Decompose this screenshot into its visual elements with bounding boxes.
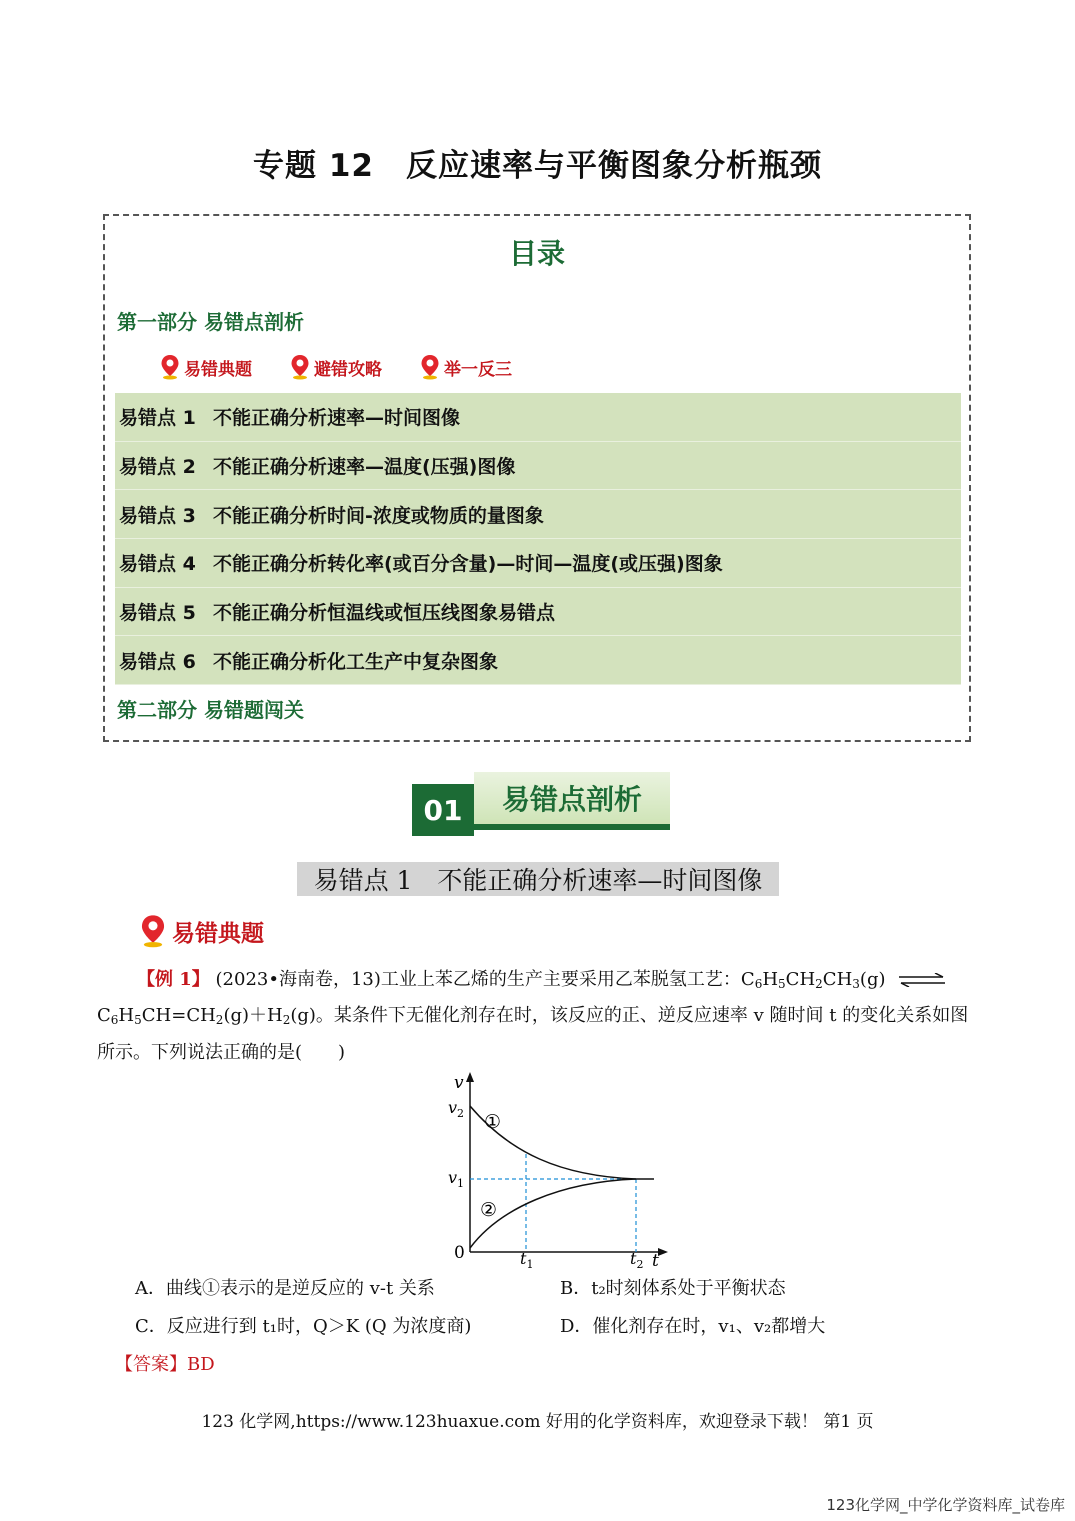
rate-time-graph: [440, 1068, 670, 1268]
toc-tag[interactable]: [420, 354, 512, 380]
location-pin-icon: [290, 354, 310, 380]
v1-label: $v_1$: [448, 1168, 465, 1190]
toc-tag[interactable]: [160, 354, 252, 380]
v2-label: $v_2$: [448, 1098, 465, 1120]
typical-error-tag: [140, 914, 264, 948]
toc-item-label: 不能正确分析速率—温度(压强)图像: [213, 456, 516, 479]
watermark: 123化学网_中学化学资料库_试卷库: [826, 1496, 1065, 1514]
toc-item-number: 易错点 6: [119, 650, 196, 673]
example-text-2: 。某条件下无催化剂存在时，该反应的正、逆反应速率 v 随时间 t 的变化关系如图: [315, 1005, 969, 1026]
toc-part-1[interactable]: 第一部分 易错点剖析: [117, 310, 304, 334]
x-axis-arrow-icon: [658, 1248, 668, 1256]
answer-label: 【答案】: [115, 1354, 187, 1375]
toc-heading: 目录: [508, 237, 565, 270]
curve-1-label: ①: [484, 1111, 502, 1133]
location-pin-icon: [160, 354, 180, 380]
option-c[interactable]: C．反应进行到 t₁时，Q＞K (Q 为浓度商): [135, 1316, 472, 1337]
toc-item-label: 不能正确分析恒温线或恒压线图象易错点: [213, 602, 556, 625]
toc-tag-label: 举一反三: [444, 359, 512, 380]
toc-item[interactable]: [115, 442, 961, 491]
equilibrium-arrow-icon: [897, 973, 947, 987]
toc-item[interactable]: [115, 490, 961, 539]
example-source: (2023•海南卷，13)工业上苯乙烯的生产主要采用乙苯脱氢工艺：: [209, 969, 741, 990]
toc-item-number: 易错点 2: [119, 456, 196, 479]
y-axis-arrow-icon: [466, 1072, 474, 1082]
toc-list: [115, 393, 961, 685]
toc-item-label: 不能正确分析时间-浓度或物质的量图象: [213, 504, 544, 527]
reactant-formula: $C_6H_5CH_2CH_3(g)$: [740, 969, 886, 991]
y-axis-label: v: [454, 1073, 464, 1093]
toc-item[interactable]: [115, 539, 961, 588]
toc-tag[interactable]: [290, 354, 382, 380]
answer-value: BD: [187, 1354, 215, 1375]
location-pin-icon: [420, 354, 440, 380]
toc-item-number: 易错点 4: [119, 553, 196, 576]
toc-item-label: 不能正确分析化工生产中复杂图象: [213, 650, 499, 673]
section-banner: [412, 772, 670, 836]
error-point-heading: 易错点 1 不能正确分析速率—时间图像: [297, 862, 779, 896]
toc-tag-label: 易错典题: [184, 359, 252, 380]
example-line-3: 所示。下列说法正确的是( ): [97, 1042, 346, 1063]
toc-part-2[interactable]: 第二部分 易错题闯关: [117, 698, 304, 722]
toc-tags: [160, 354, 512, 380]
toc-item[interactable]: [115, 636, 961, 685]
x-axis-label: t: [652, 1251, 659, 1268]
toc-item-label: 不能正确分析转化率(或百分含量)—时间—温度(或压强)图象: [213, 553, 723, 576]
product-formula: $C_6H_5CH=CH_2(g)+H_2(g)$: [97, 1005, 316, 1027]
option-b[interactable]: B．t₂时刻体系处于平衡状态: [560, 1278, 786, 1299]
option-d[interactable]: D．催化剂存在时，v₁、v₂都增大: [560, 1316, 826, 1337]
answer: [115, 1350, 215, 1376]
toc-item[interactable]: [115, 588, 961, 637]
toc-item-number: 易错点 5: [119, 602, 196, 625]
origin-label: 0: [454, 1243, 465, 1263]
page-footer[interactable]: 123 化学网,https://www.123huaxue.com 好用的化学资料库，欢迎登录下载！ 第1 页: [201, 1412, 874, 1432]
example-line-2: [97, 997, 977, 1039]
t1-label: $t_1$: [520, 1249, 534, 1268]
example-label: 【例 1】: [137, 969, 210, 990]
typical-error-label: 易错典题: [172, 920, 264, 947]
toc-item[interactable]: [115, 393, 961, 442]
table-of-contents: [103, 214, 971, 742]
t2-label: $t_2$: [630, 1249, 644, 1268]
curve-2-label: ②: [480, 1199, 498, 1221]
toc-item-label: 不能正确分析速率—时间图像: [213, 407, 461, 430]
toc-item-number: 易错点 1: [119, 407, 196, 430]
toc-tag-label: 避错攻略: [314, 359, 382, 380]
section-label: 易错点剖析: [474, 772, 670, 830]
section-number: 01: [412, 784, 474, 836]
toc-item-number: 易错点 3: [119, 504, 196, 527]
location-pin-icon: [140, 914, 166, 948]
page-title: 专题 12 反应速率与平衡图象分析瓶颈: [253, 148, 822, 184]
option-a[interactable]: A．曲线①表示的是逆反应的 v-t 关系: [135, 1278, 435, 1299]
